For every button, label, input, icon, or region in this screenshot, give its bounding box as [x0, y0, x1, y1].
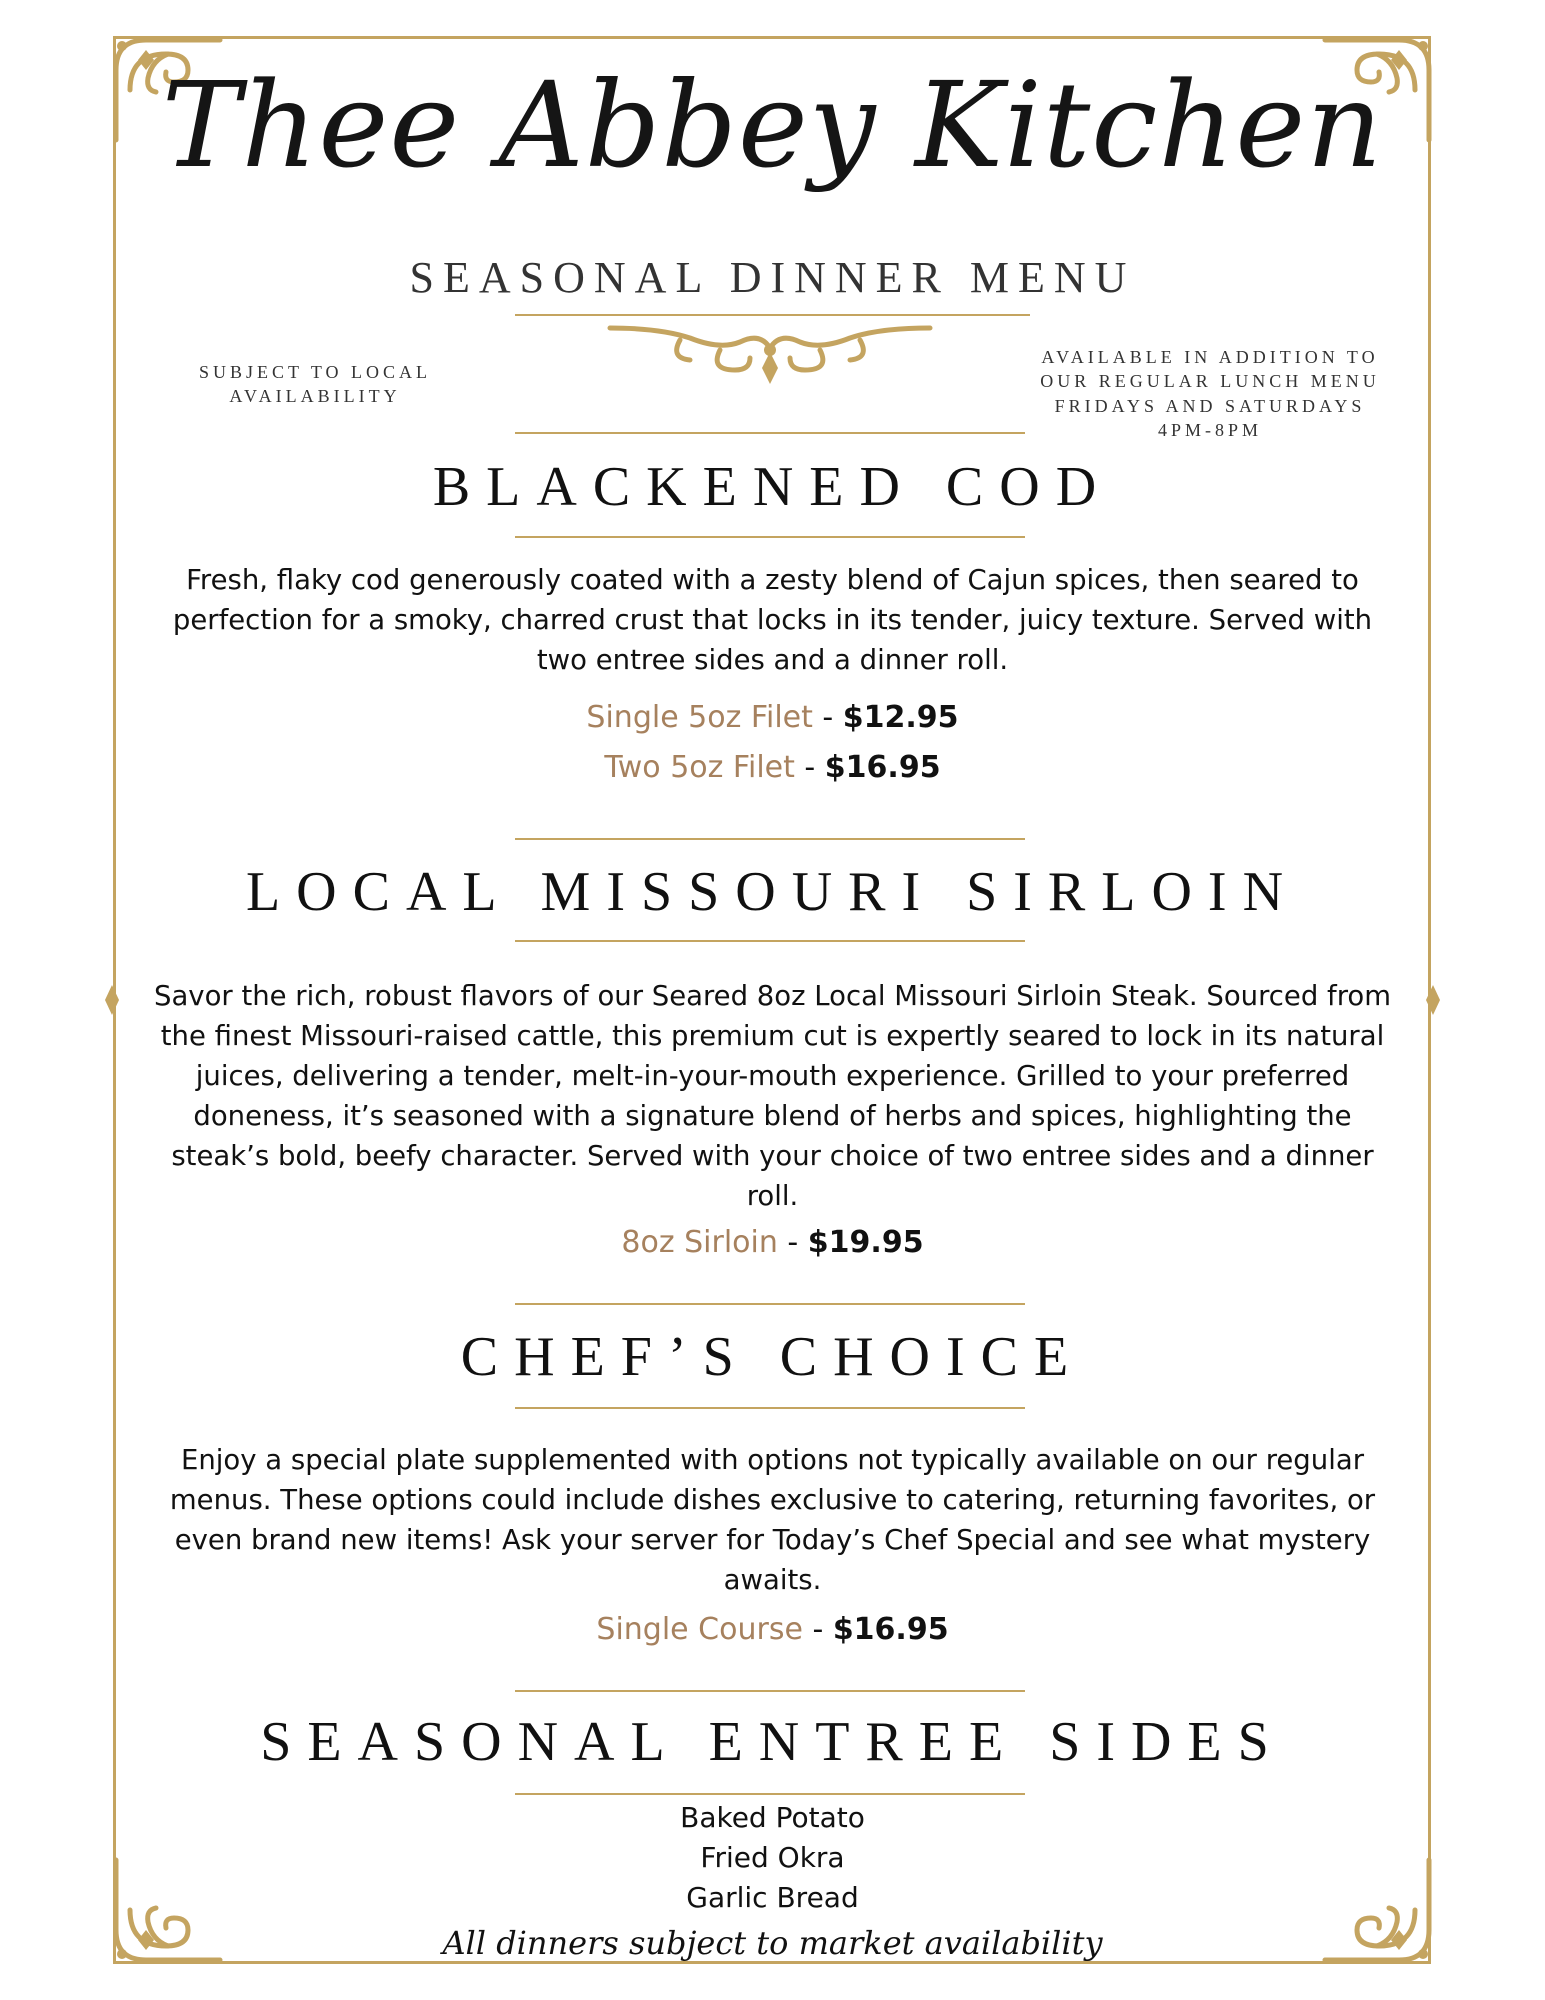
section-heading: BLACKENED COD	[432, 456, 1113, 518]
divider	[515, 1793, 1025, 1795]
diamond-ornament-icon	[105, 985, 119, 1015]
divider	[515, 432, 1025, 434]
divider	[515, 1303, 1025, 1305]
price-separator: -	[794, 750, 825, 785]
section-description: Savor the rich, robust flavors of our Seared 8oz Local Missouri Sirloin Steak. Sourced from the finest Missouri-raised cattle, this premium cut is expertly seared to lock in its natural juices, delivering a tender, melt-in-your-mouth experience. Grilled to your preferred doneness, it’s seasoned with a signature blend of herbs and spices, highlighting the steak’s bold, beefy character. Served with your choice of two entree sides and a dinner roll.	[153, 980, 1392, 1212]
price-line	[0, 750, 1545, 785]
price-amount: $19.95	[807, 1225, 924, 1260]
hours-note: AVAILABLE IN ADDITION TO OUR REGULAR LUNCH MENU FRIDAYS AND SATURDAYS 4PM-8PM	[1040, 347, 1380, 440]
divider	[515, 838, 1025, 840]
price-line	[0, 1612, 1545, 1647]
divider	[515, 1407, 1025, 1409]
price-item-label: Two 5oz Filet	[604, 750, 795, 785]
sides-list	[0, 1798, 1545, 1918]
section-description: Fresh, flaky cod generously coated with a zesty blend of Cajun spices, then seared to perfection for a smoky, charred crust that locks in its tender, juicy texture. Served with two entree sides and a dinner roll.	[172, 564, 1373, 676]
price-separator: -	[812, 700, 843, 735]
price-item-label: 8oz Sirloin	[621, 1225, 778, 1260]
divider	[515, 1690, 1025, 1692]
price-line	[0, 700, 1545, 735]
section-description: Enjoy a special plate supplemented with options not typically available on our regular menus. These options could include dishes exclusive to catering, returning favorites, or even brand new items! Ask your server for Today’s Chef Special and see what mystery awaits.	[169, 1444, 1376, 1596]
price-amount: $16.95	[832, 1612, 949, 1647]
section-heading: LOCAL MISSOURI SIRLOIN	[245, 861, 1300, 923]
price-separator: -	[777, 1225, 808, 1260]
divider	[515, 940, 1025, 942]
section-heading: SEASONAL ENTREE SIDES	[260, 1711, 1285, 1773]
list-item: Fried Okra	[700, 1841, 845, 1874]
list-item: Baked Potato	[680, 1801, 865, 1834]
price-amount: $16.95	[824, 750, 941, 785]
divider	[515, 314, 1030, 316]
price-item-label: Single Course	[596, 1612, 803, 1647]
price-line	[0, 1225, 1545, 1260]
restaurant-title: Thee Abbey Kitchen	[161, 56, 1384, 194]
divider	[515, 536, 1025, 538]
footer-note: All dinners subject to market availability	[442, 1924, 1103, 1962]
price-separator: -	[802, 1612, 833, 1647]
price-item-label: Single 5oz Filet	[586, 700, 813, 735]
price-amount: $12.95	[842, 700, 959, 735]
section-heading: CHEF’S CHOICE	[460, 1326, 1085, 1388]
diamond-ornament-icon	[1426, 985, 1440, 1015]
menu-subtitle: SEASONAL DINNER MENU	[409, 253, 1136, 302]
scroll-flourish-icon	[600, 320, 940, 390]
availability-note: SUBJECT TO LOCAL AVAILABILITY	[198, 362, 432, 407]
list-item: Garlic Bread	[686, 1881, 859, 1914]
